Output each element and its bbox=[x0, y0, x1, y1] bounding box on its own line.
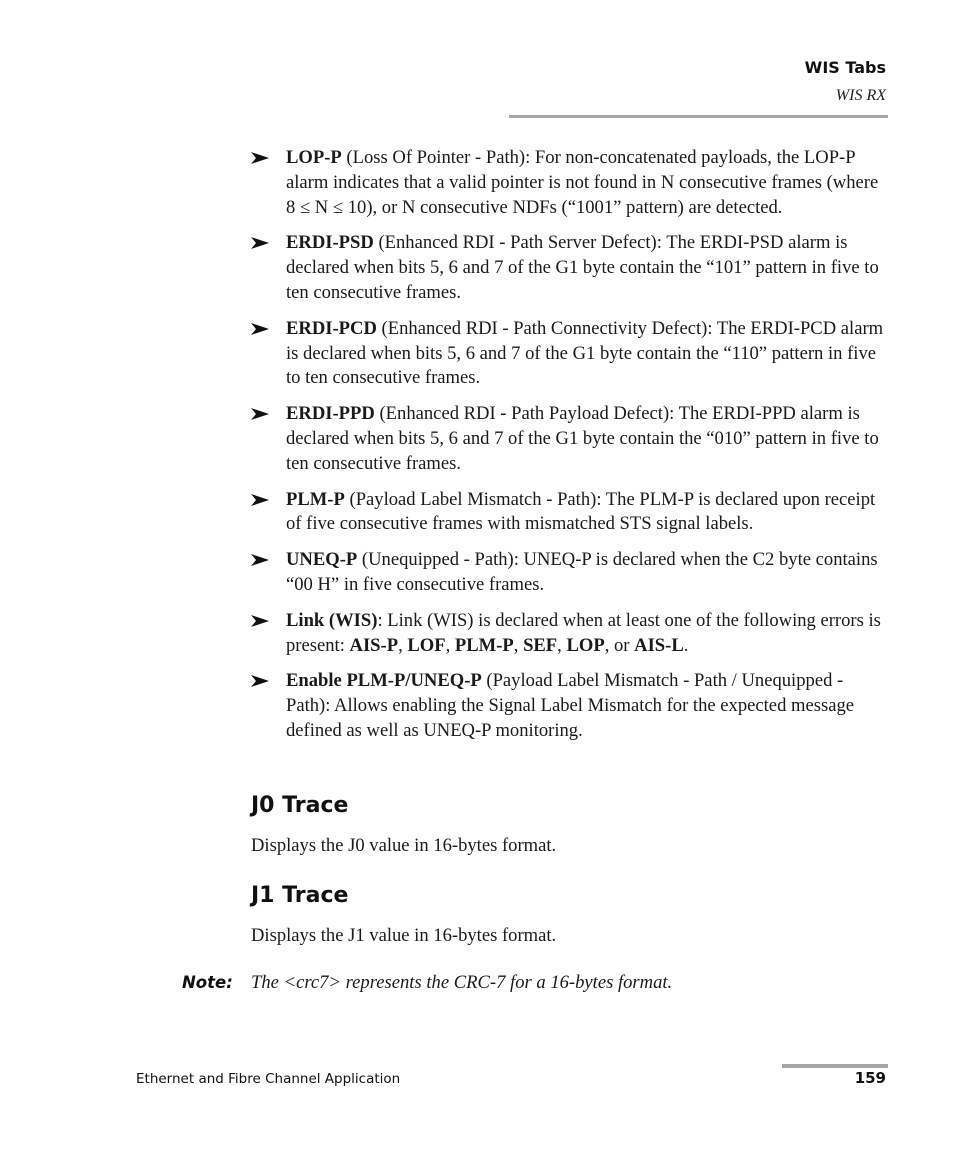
bullet-item bbox=[250, 317, 886, 391]
page-number: 159 bbox=[854, 1069, 886, 1087]
footer-document-title: Ethernet and Fibre Channel Application bbox=[136, 1071, 401, 1087]
header-subtitle: WIS RX bbox=[835, 87, 886, 104]
bullet-description: (Payload Label Mismatch - Path / Unequipped - Path): Allows enabling the Signal Label Mismatch for the expected message defined as well as UNEQ-P monitoring. bbox=[286, 670, 854, 741]
bullet-item bbox=[250, 402, 886, 476]
bullet-term: SEF bbox=[523, 634, 558, 656]
bullet-description: , bbox=[445, 634, 455, 656]
bullet-term: UNEQ-P bbox=[286, 549, 358, 571]
bullet-description: , bbox=[513, 634, 524, 656]
bullet-description: : Link (WIS) is declared when at least one of the following errors is present: bbox=[286, 609, 881, 656]
arrowhead-bullet-icon bbox=[250, 404, 270, 424]
arrowhead-bullet-icon bbox=[250, 490, 270, 510]
header-rule bbox=[509, 115, 888, 118]
bullet-description: (Loss Of Pointer - Path): For non-concatenated payloads, the LOP-P alarm indicates that a valid pointer is not found in N consecutive frames (where 8 ≤ N ≤ 10), or N consecutive NDFs (“1001” pattern) are detected. bbox=[286, 147, 879, 218]
bullet-description: , bbox=[398, 634, 408, 656]
j0-trace-description: Displays the J0 value in 16-bytes format. bbox=[251, 835, 557, 856]
bullet-term: LOF bbox=[407, 634, 446, 656]
arrowhead-bullet-icon bbox=[250, 671, 270, 691]
bullet-text bbox=[286, 489, 875, 535]
bullet-item bbox=[250, 231, 886, 305]
bullet-description: (Payload Label Mismatch - Path): The PLM-P is declared upon receipt of five consecutive frames with mismatched STS signal labels. bbox=[286, 488, 876, 535]
bullet-term: PLM-P bbox=[286, 488, 345, 510]
bullet-term: LOP-P bbox=[286, 147, 342, 168]
bullet-term: PLM-P bbox=[454, 634, 514, 656]
bullet-text bbox=[286, 232, 879, 303]
bullet-description: (Unequipped - Path): UNEQ-P is declared when the C2 byte contains “00 H” in five consecutive frames. bbox=[286, 549, 878, 595]
bullet-item bbox=[250, 488, 886, 538]
bullet-item bbox=[250, 548, 886, 598]
bullet-item bbox=[250, 669, 886, 743]
bullet-text bbox=[286, 403, 879, 474]
arrowhead-bullet-icon bbox=[250, 611, 270, 631]
bullet-term: LOP bbox=[566, 634, 605, 656]
bullet-item bbox=[250, 609, 886, 659]
bullet-description: (Enhanced RDI - Path Payload Defect): The ERDI-PPD alarm is declared when bits 5, 6 and 7 of the G1 byte contain the “010” pattern in five to ten consecutive frames. bbox=[286, 403, 879, 474]
bullet-text bbox=[286, 670, 854, 741]
j0-trace-heading: J0 Trace bbox=[251, 793, 349, 818]
j1-trace-heading: J1 Trace bbox=[251, 883, 349, 908]
bullet-description: (Enhanced RDI - Path Server Defect): The ERDI-PSD alarm is declared when bits 5, 6 and 7 of the G1 byte contain the “101” pattern in five to ten consecutive frames. bbox=[286, 232, 879, 303]
bullet-description: . bbox=[683, 634, 689, 656]
note-label: Note: bbox=[182, 973, 233, 992]
bullet-term: AIS-L bbox=[634, 634, 684, 656]
bullet-term: ERDI-PCD bbox=[286, 317, 377, 339]
arrowhead-bullet-icon bbox=[250, 550, 270, 570]
bullet-text bbox=[286, 318, 883, 389]
footer-rule bbox=[782, 1064, 888, 1068]
arrowhead-bullet-icon bbox=[250, 319, 270, 339]
bullet-text bbox=[286, 610, 881, 656]
bullet-item bbox=[250, 146, 886, 220]
bullet-term: Link (WIS) bbox=[286, 609, 378, 631]
bullet-description: (Enhanced RDI - Path Connectivity Defect): The ERDI-PCD alarm is declared when bits 5, 6 and 7 of the G1 byte contain the “110” pattern in five to ten consecutive frames. bbox=[286, 317, 884, 389]
alarm-bullet-list bbox=[250, 146, 886, 755]
j1-trace-description: Displays the J1 value in 16-bytes format. bbox=[251, 925, 557, 946]
arrowhead-bullet-icon bbox=[250, 148, 270, 168]
bullet-description: , bbox=[557, 634, 567, 656]
bullet-term: Enable PLM-P/UNEQ-P bbox=[286, 670, 482, 692]
bullet-term: ERDI-PSD bbox=[286, 232, 374, 254]
bullet-term: AIS-P bbox=[349, 634, 399, 656]
bullet-term: ERDI-PPD bbox=[286, 403, 375, 425]
arrowhead-bullet-icon bbox=[250, 233, 270, 253]
note-text: The <crc7> represents the CRC-7 for a 16-bytes format. bbox=[251, 972, 673, 993]
header-title: WIS Tabs bbox=[804, 58, 886, 77]
bullet-text bbox=[286, 549, 878, 595]
bullet-description: , or bbox=[604, 634, 635, 656]
bullet-text bbox=[286, 147, 878, 218]
